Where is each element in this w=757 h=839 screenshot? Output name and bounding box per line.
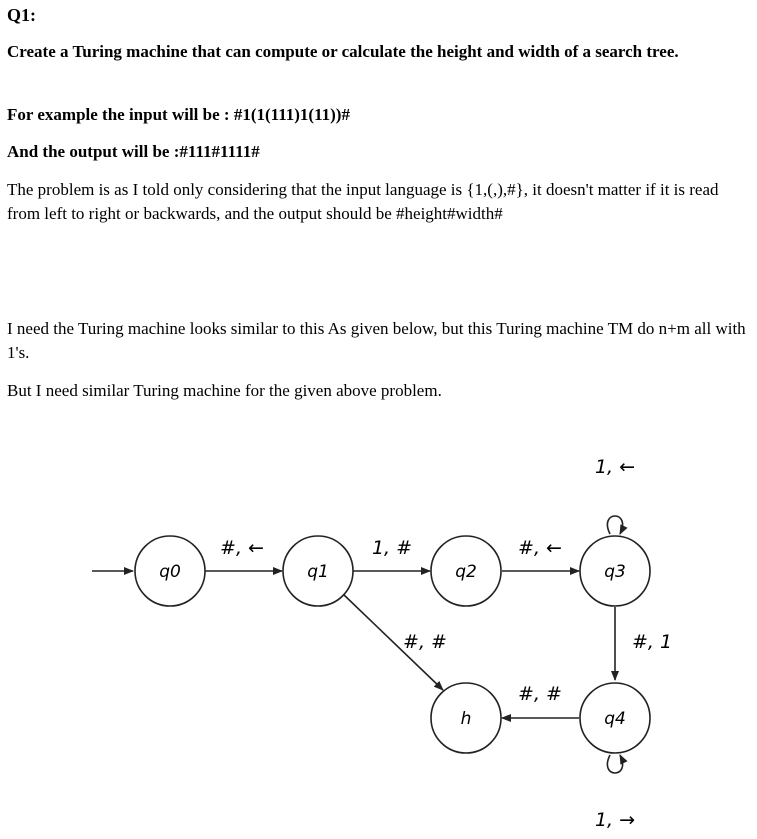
example-output: And the output will be :#111#1111# <box>7 142 260 161</box>
state-q3 <box>580 536 650 606</box>
label-q2-q3: #, ← <box>518 537 562 559</box>
problem-note: The problem is as I told only considering that the input language is {1,(,),#}, it doesn't matter if it is read from left to right or backwards, and the output should be #height#width# <box>7 180 719 223</box>
label-q1-h: #, # <box>403 631 447 653</box>
loop-q3 <box>607 516 622 534</box>
state-q2 <box>431 536 501 606</box>
state-q3-label: q3 <box>604 562 626 582</box>
state-q0-label: q0 <box>159 562 181 582</box>
state-h-label: h <box>460 709 472 729</box>
label-q3-loop: 1, ← <box>594 456 636 478</box>
label-q3-q4: #, 1 <box>631 631 673 653</box>
label-q1-q2: 1, # <box>371 537 413 559</box>
label-q4-loop: 1, → <box>594 809 636 831</box>
label-q0-q1: #, ← <box>220 537 264 559</box>
state-q0 <box>135 536 205 606</box>
reference-note: I need the Turing machine looks similar to this As given below, but this Turing machine TM do n+m all with 1's. <box>7 319 746 362</box>
state-h <box>431 683 501 753</box>
question-label: Q1: <box>7 5 36 25</box>
task-statement: Create a Turing machine that can compute or calculate the height and width of a search tree. <box>7 42 679 61</box>
state-q2-label: q2 <box>455 562 477 582</box>
state-q4 <box>580 683 650 753</box>
example-input: For example the input will be : #1(1(111)1(11))# <box>7 105 350 124</box>
request-line: But I need similar Turing machine for the given above problem. <box>7 381 442 400</box>
state-q1-label: q1 <box>307 562 329 582</box>
state-q4-label: q4 <box>604 709 626 729</box>
label-q4-h: #, # <box>518 683 562 705</box>
loop-q4 <box>607 755 622 773</box>
state-q1 <box>283 536 353 606</box>
